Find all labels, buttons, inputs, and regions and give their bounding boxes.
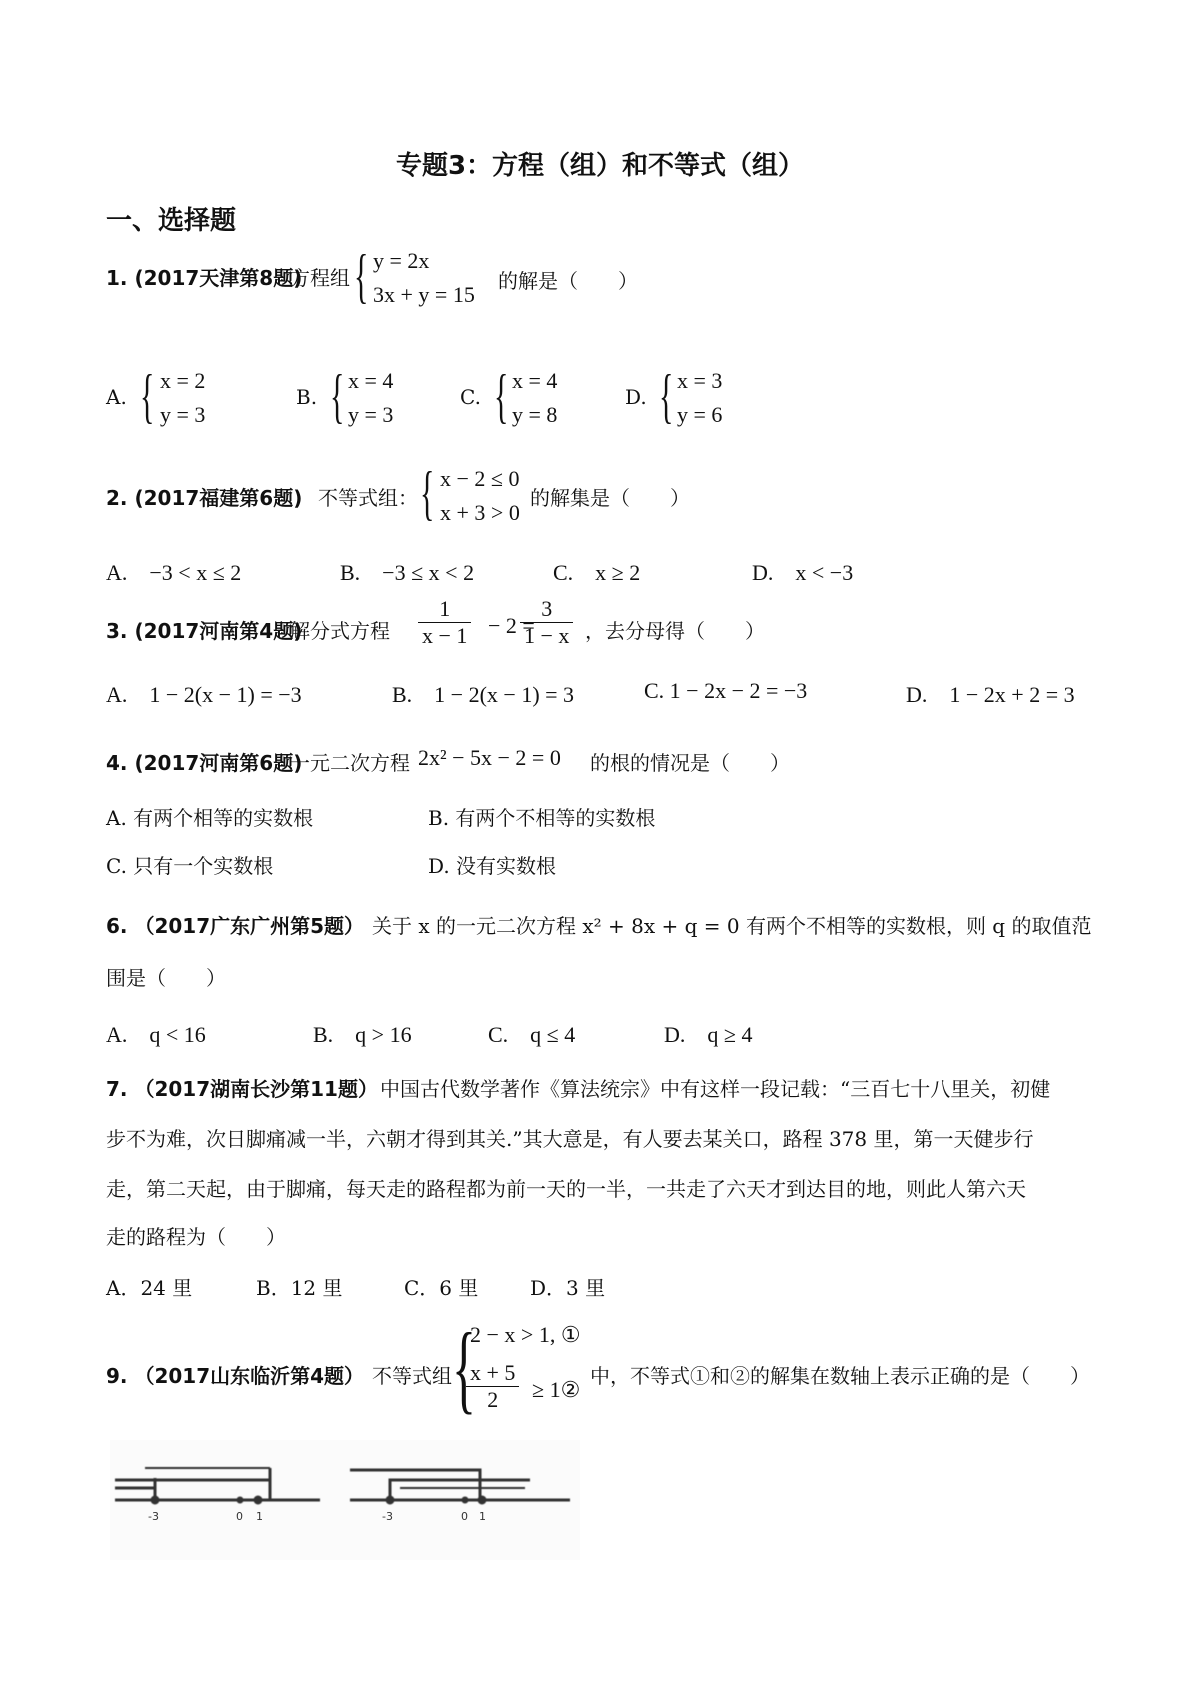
fraction bbox=[520, 596, 573, 649]
brace-icon: { bbox=[420, 460, 435, 526]
option-d[interactable]: D. 1 − 2x + 2 = 3 bbox=[906, 682, 1075, 707]
option-d[interactable]: D．3 里 bbox=[530, 1276, 606, 1300]
question-text: 的解集是（ ） bbox=[530, 486, 690, 510]
axis-label: 1 bbox=[479, 1510, 486, 1523]
option-b[interactable]: B. q > 16 bbox=[313, 1022, 412, 1047]
equation-line: x + 3 > 0 bbox=[440, 500, 520, 525]
equation-text: − 2 = bbox=[488, 613, 535, 638]
equation-text: 2x² − 5x − 2 = 0 bbox=[418, 745, 561, 770]
fraction-denominator: 1 − x bbox=[524, 623, 570, 648]
question-text: 方程组 bbox=[290, 266, 350, 290]
question-text: 围是（ ） bbox=[106, 966, 226, 990]
option-d[interactable]: D. x < −3 bbox=[752, 560, 854, 585]
fraction bbox=[418, 596, 471, 649]
question-label: 1. (2017天津第8题) bbox=[106, 266, 303, 290]
option-a[interactable]: A. 1 − 2(x − 1) = −3 bbox=[106, 682, 302, 707]
option-letter: C. bbox=[460, 385, 481, 409]
option-c[interactable]: C. 1 − 2x − 2 = −3 bbox=[644, 678, 808, 703]
option-line: x = 4 bbox=[348, 368, 394, 393]
question-text: 走的路程为（ ） bbox=[106, 1225, 286, 1249]
question-text: 中，不等式①和②的解集在数轴上表示正确的是（ ） bbox=[590, 1364, 1090, 1388]
section-heading: 一、选择题 bbox=[106, 206, 237, 236]
option-b[interactable]: B. 1 − 2(x − 1) = 3 bbox=[392, 682, 575, 707]
option-d[interactable]: D. q ≥ 4 bbox=[664, 1022, 753, 1047]
option-b[interactable]: B. −3 ≤ x < 2 bbox=[340, 560, 475, 585]
question-text: 走，第二天起，由于脚痛，每天走的路程都为前一天的一半，一共走了六天才到达目的地，则此人第六天 bbox=[106, 1177, 1026, 1201]
option-line: y = 3 bbox=[348, 402, 394, 427]
number-line-options bbox=[110, 1440, 580, 1560]
fraction bbox=[466, 1360, 519, 1413]
option-c[interactable]: C．6 里 bbox=[404, 1276, 479, 1300]
option-letter: D. bbox=[625, 385, 647, 409]
fraction-numerator: 3 bbox=[520, 596, 573, 623]
equation-line: 3x + y = 15 bbox=[373, 282, 475, 307]
equation-line: x − 2 ≤ 0 bbox=[440, 466, 520, 491]
equation-line: y = 2x bbox=[373, 248, 430, 273]
option-letter: A. bbox=[106, 385, 127, 409]
option-b[interactable]: B. 有两个不相等的实数根 bbox=[428, 806, 656, 830]
option-line: y = 6 bbox=[677, 402, 723, 427]
option-d[interactable]: D. 没有实数根 bbox=[428, 854, 557, 878]
option-line: y = 3 bbox=[160, 402, 206, 427]
brace-icon: { bbox=[140, 363, 155, 429]
question-text: 解分式方程 bbox=[290, 619, 390, 643]
axis-label: -3 bbox=[148, 1510, 159, 1523]
fraction-numerator: x + 5 bbox=[466, 1360, 519, 1387]
question-label: 2. (2017福建第6题) bbox=[106, 486, 303, 510]
question-label: 7. （2017湖南长沙第11题） bbox=[106, 1077, 378, 1101]
fraction-denominator: 2 bbox=[487, 1387, 499, 1412]
question-text: 中国古代数学著作《算法统宗》中有这样一段记载：“三百七十八里关，初健 bbox=[380, 1077, 1051, 1101]
brace-icon: { bbox=[354, 243, 369, 309]
question-text: 不等式组： bbox=[318, 486, 418, 510]
question-label: 3. (2017河南第4题) bbox=[106, 619, 303, 643]
equation-text: ≥ 1② bbox=[532, 1377, 581, 1402]
option-c[interactable]: C. 只有一个实数根 bbox=[106, 854, 274, 878]
question-label: 9. （2017山东临沂第4题） bbox=[106, 1364, 365, 1388]
question-text: 的解是（ ） bbox=[498, 269, 638, 293]
axis-label: -3 bbox=[382, 1510, 393, 1523]
option-a[interactable]: A. 有两个相等的实数根 bbox=[106, 806, 314, 830]
option-c[interactable]: C. q ≤ 4 bbox=[488, 1022, 576, 1047]
fraction-denominator: x − 1 bbox=[422, 623, 468, 648]
equation-line: 2 − x > 1, ① bbox=[470, 1322, 581, 1347]
brace-icon: { bbox=[494, 363, 509, 429]
question-text: 一元二次方程 bbox=[290, 751, 410, 775]
question-text: 步不为难，次日脚痛减一半，六朝才得到其关.”其大意是，有人要去某关口，路程 378 里，第一天健步行 bbox=[106, 1127, 1034, 1151]
option-letter: B. bbox=[296, 385, 318, 409]
option-a[interactable]: A. −3 < x ≤ 2 bbox=[106, 560, 242, 585]
axis-label: 0 bbox=[236, 1510, 243, 1523]
brace-icon: { bbox=[659, 363, 674, 429]
axis-label: 1 bbox=[256, 1510, 263, 1523]
option-a[interactable]: A．24 里 bbox=[106, 1276, 193, 1300]
option-a[interactable]: A. q < 16 bbox=[106, 1022, 206, 1047]
question-text: ，去分母得（ ） bbox=[585, 619, 765, 643]
fraction-numerator: 1 bbox=[418, 596, 471, 623]
option-line: x = 2 bbox=[160, 368, 206, 393]
option-line: x = 3 bbox=[677, 368, 723, 393]
axis-label: 0 bbox=[461, 1510, 468, 1523]
question-label: 6. （2017广东广州第5题） bbox=[106, 914, 365, 938]
question-text: 不等式组 bbox=[372, 1364, 452, 1388]
option-c[interactable]: C. x ≥ 2 bbox=[553, 560, 641, 585]
option-line: x = 4 bbox=[512, 368, 558, 393]
option-line: y = 8 bbox=[512, 402, 558, 427]
page-title: 专题3：方程（组）和不等式（组） bbox=[395, 151, 805, 181]
question-text: 的根的情况是（ ） bbox=[590, 751, 790, 775]
option-b[interactable]: B．12 里 bbox=[256, 1276, 343, 1300]
question-label: 4. (2017河南第6题) bbox=[106, 751, 303, 775]
question-text: 关于 x 的一元二次方程 x² + 8x + q = 0 有两个不相等的实数根，则 q 的取值范 bbox=[372, 914, 1092, 938]
brace-icon: { bbox=[330, 363, 345, 429]
brace-icon: { bbox=[452, 1312, 476, 1423]
